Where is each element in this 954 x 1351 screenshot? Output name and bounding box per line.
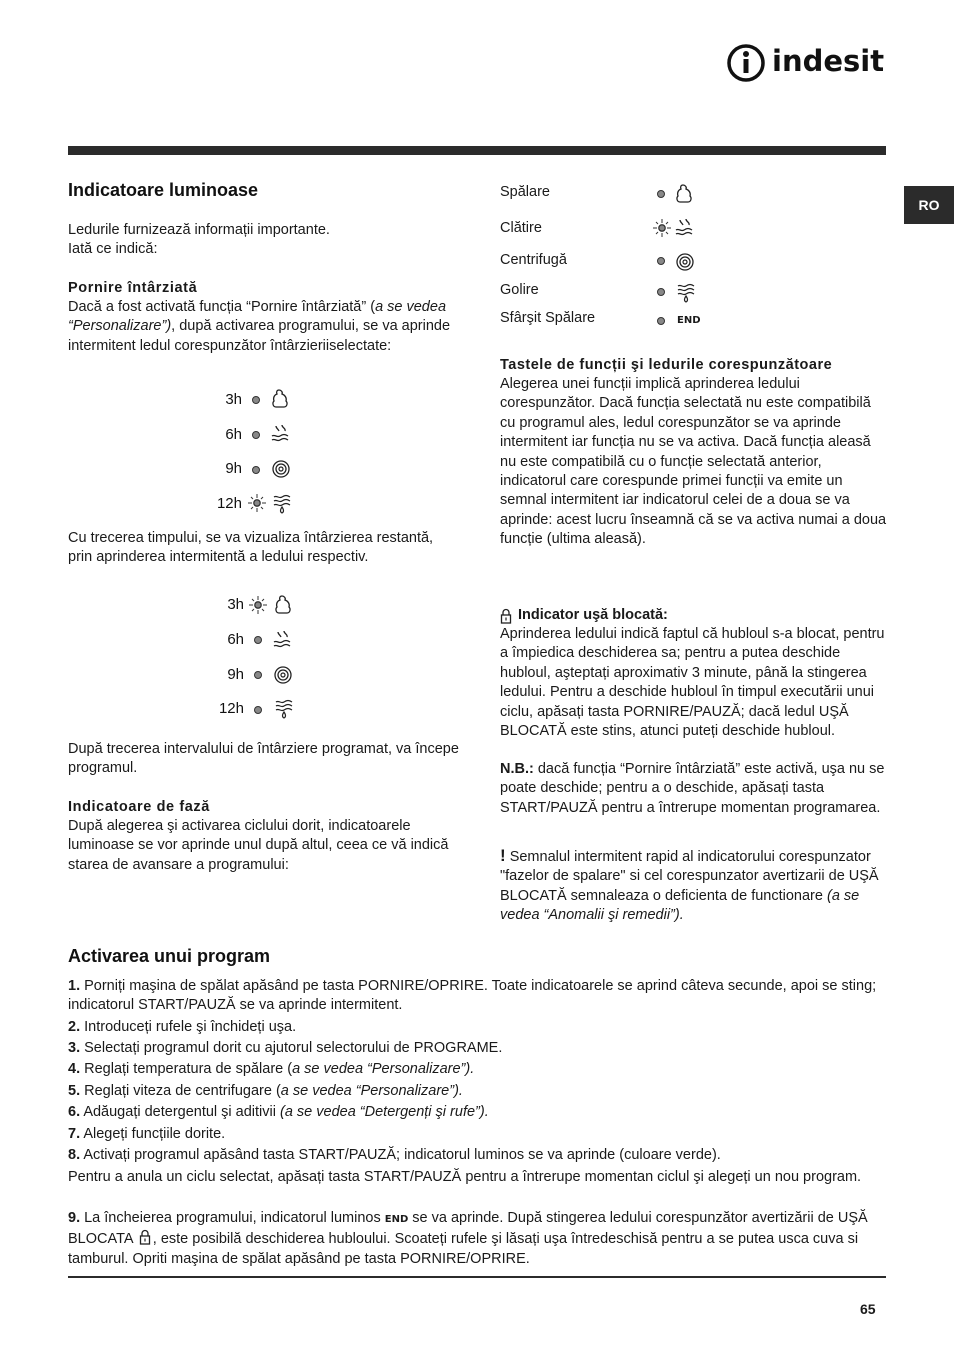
- delay-label-12h: 12h: [218, 700, 244, 717]
- function-keys-paragraph: Alegerea unei funcții implică aprinderea ledului corespunzător. Dacă funcția selectată nu este compatibilă cu programul ales, ledul corespunzător se va aprinde intermitent iar funcția nu se va activa. Dacă funcția aleasă nu este compatibilă cu o funcție selectată anterior, indicatorul care corespunde primei funcții va emite un semnal intermitent iar indicatorul celei de a doua se va aprinde: acest lucru înseamnă că se va activa numai a doua funcție (ultima aleasă).: [500, 376, 887, 548]
- door-lock-heading: Indicator uşă blocată:: [518, 607, 668, 623]
- rinse-icon: [674, 216, 696, 238]
- language-tab: RO: [904, 186, 954, 224]
- drain-icon: [676, 282, 696, 304]
- delay-heading: Pornire întârziată: [68, 280, 198, 296]
- delay-countdown-paragraph: Cu trecerea timpului, se va vizualiza întârzierea restantă, prin aprinderea intermitentă a ledului respectiv.: [68, 530, 434, 566]
- top-divider: [68, 146, 886, 155]
- warning-mark: !: [500, 846, 506, 865]
- drain-icon: [272, 493, 292, 515]
- delay-label-6h: 6h: [225, 426, 242, 443]
- lock-icon: [139, 1229, 151, 1245]
- step-4: 4. Reglați temperatura de spălare (a se vedea “Personalizare”).: [68, 1061, 475, 1077]
- phase-paragraph: După alegerea şi activarea ciclului dorit, indicatoarele luminoase se vor aprinde unul după altul, ceea ce vă indică starea de avansare a programului:: [68, 818, 449, 873]
- cancel-paragraph: Pentru a anula un ciclu selectat, apăsați tasta START/PAUZĂ pentru a întrerupe momentan ciclul şi alegeți un nou program.: [68, 1169, 862, 1185]
- blinking-led-icon: [246, 595, 270, 615]
- warning-paragraph: ! Semnalul intermitent rapid al indicatorului corespunzator "fazelor de spalare" si cel corespunzator avertizarii de UŞĂ BLOCATĂ semnaleaza o deficienta de functionare (a se vedea “Anomalii şi remedii”).: [500, 846, 879, 924]
- end-inline-label: END: [384, 1214, 409, 1225]
- lock-icon: [500, 608, 512, 624]
- end-indicator-label: END: [677, 315, 701, 326]
- wash-icon: [674, 183, 694, 205]
- page-number: 65: [860, 1301, 876, 1317]
- led-end: [657, 317, 665, 325]
- delay-label-3h: 3h: [227, 596, 244, 613]
- led-3h: [252, 396, 260, 404]
- function-keys-heading: Tastele de funcții şi ledurile corespunzătoare: [500, 357, 833, 373]
- led-12h: [254, 706, 262, 714]
- spin-icon: [271, 459, 291, 479]
- led-wash: [657, 190, 665, 198]
- delay-paragraph: Dacă a fost activată funcția “Pornire întârziată” (a se vedea “Personalizare”), după activarea programului, se va aprinde intermitent ledul corespunzător întârzieriiselectate:: [68, 299, 451, 354]
- step-7: 7. Alegeți funcțiile dorite.: [68, 1126, 226, 1142]
- rinse-icon: [272, 628, 294, 650]
- delay-end-paragraph: După trecerea intervalului de întârziere programat, va începe programul.: [68, 741, 459, 777]
- led-6h: [254, 636, 262, 644]
- led-drain: [657, 288, 665, 296]
- led-9h: [254, 671, 262, 679]
- delay-label-12h: 12h: [216, 495, 242, 512]
- delay-label-9h: 9h: [227, 666, 244, 683]
- phase-label-rinse: Clătire: [500, 220, 542, 236]
- intro-line-2: Iată ce indică:: [68, 241, 158, 257]
- delay-label-9h: 9h: [225, 460, 242, 477]
- phase-label-wash: Spălare: [500, 184, 550, 200]
- wash-icon: [273, 594, 293, 616]
- step-5: 5. Reglați viteza de centrifugare (a se vedea “Personalizare”).: [68, 1083, 463, 1099]
- step-3: 3. Selectați programul dorit cu ajutorul selectorului de PROGRAME.: [68, 1040, 503, 1056]
- section-title-program: Activarea unui program: [68, 946, 271, 966]
- brand-wordmark: indesit: [772, 44, 885, 78]
- led-spin: [657, 257, 665, 265]
- step-2: 2. Introduceți rufele şi închideți uşa.: [68, 1019, 297, 1035]
- brand-logo: [726, 42, 888, 84]
- blinking-led-icon: [245, 493, 269, 513]
- led-6h: [252, 431, 260, 439]
- section-title-indicators: Indicatoare luminoase: [68, 180, 259, 200]
- intro-line-1: Ledurile furnizează informații importante.: [68, 222, 330, 238]
- bottom-divider: [68, 1276, 886, 1278]
- blinking-led-icon: [650, 218, 674, 238]
- phase-label-spin: Centrifugă: [500, 252, 567, 268]
- spin-icon: [675, 252, 695, 272]
- note-paragraph: N.B.: dacă funcția “Pornire întârziată” este activă, uşa nu se poate deschide; pentru a o deschide, apăsați tasta START/PAUZĂ pentru a întrerupe momentan programarea.: [500, 761, 885, 816]
- delay-label-3h: 3h: [225, 391, 242, 408]
- step-1: 1. Porniți maşina de spălat apăsând pe tasta PORNIRE/OPRIRE. Toate indicatoarele se aprind câteva secunde, apoi se sting; indicatorul START/PAUZĂ se va aprinde intermitent.: [68, 978, 877, 1014]
- wash-icon: [270, 388, 290, 410]
- door-lock-paragraph: Aprinderea ledului indică faptul că hubloul s-a blocat, pentru a împiedica deschiderea sa; pentru a putea deschide hubloul, aşteptați aproximativ 3 minute, până la stingerea ledului. Pentru a deschide hubloul în timpul executării unui ciclu, apăsați tasta PORNIRE/PAUZĂ; dacă ledul UŞĂ BLOCATĂ este stins, atunci puteți deschide hubloul.: [500, 626, 885, 740]
- spin-icon: [273, 665, 293, 685]
- brand-logo-icon: [726, 42, 768, 84]
- led-9h: [252, 466, 260, 474]
- phase-label-end: Sfârşit Spălare: [500, 310, 596, 326]
- phase-label-drain: Golire: [500, 282, 539, 298]
- drain-icon: [274, 698, 294, 720]
- step-8: 8. Activați programul apăsând tasta START/PAUZĂ; indicatorul luminos se va aprinde (culoare verde).: [68, 1147, 721, 1163]
- phase-heading: Indicatoare de fază: [68, 799, 210, 815]
- step-9: 9. La încheierea programului, indicatorul luminos END se va aprinde. După stingerea ledului corespunzător avertizării de UŞĂ BLOCATA , este posibilă deschiderea hubloului. Scoateți rufele şi lăsați uşa întredeschisă pentru a se putea usca cuva si tamburul. Opriti maşina de spălat apăsând pe tasta PORNIRE/OPRIRE.: [68, 1210, 868, 1267]
- delay-label-6h: 6h: [227, 631, 244, 648]
- rinse-icon: [270, 422, 292, 444]
- step-6: 6. Adăugați detergentul şi aditivii (a se vedea “Detergenți şi rufe”).: [68, 1104, 489, 1120]
